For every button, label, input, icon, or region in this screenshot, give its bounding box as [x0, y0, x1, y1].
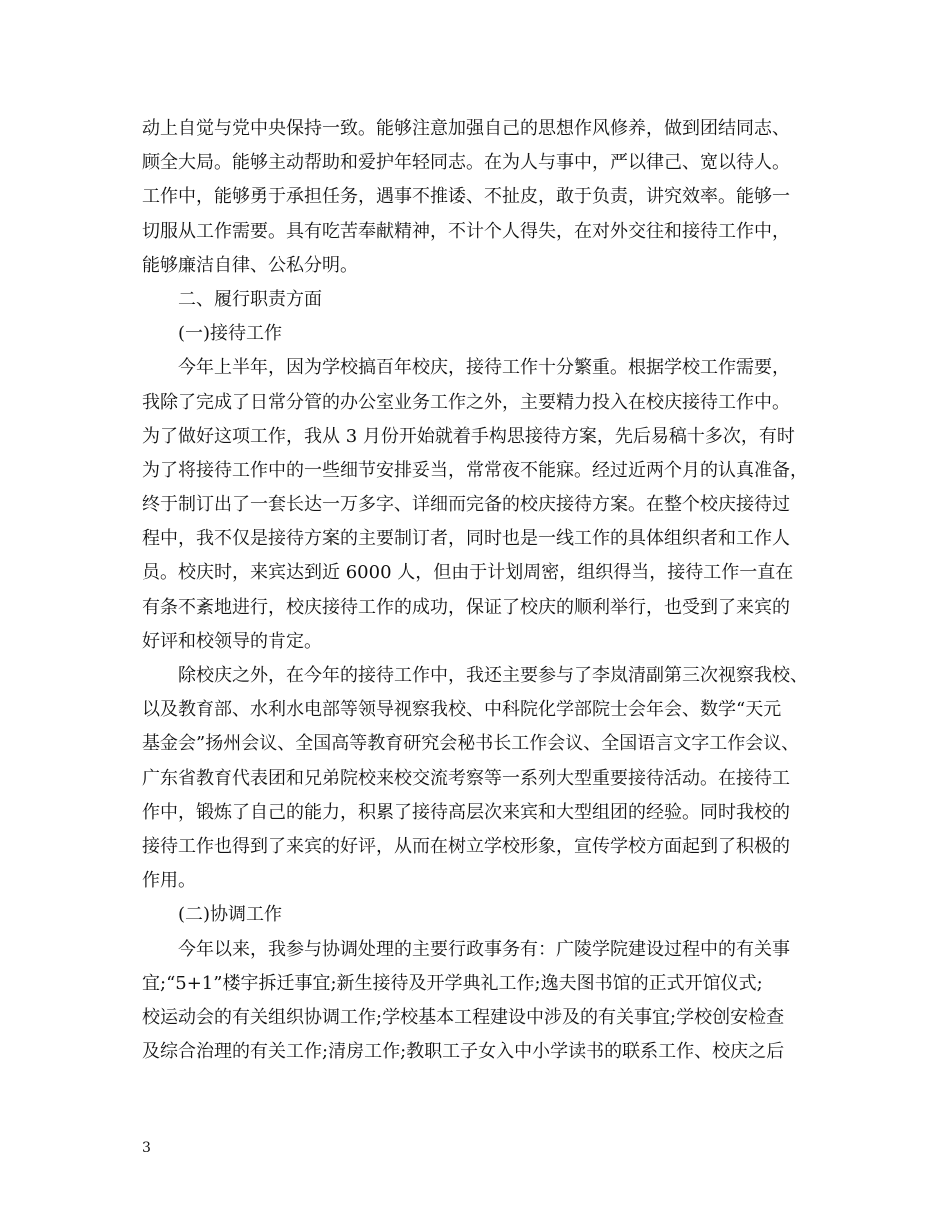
text-line: 程中，我不仅是接待方案的主要制订者，同时也是一线工作的具体组织者和工作人 — [142, 528, 790, 550]
text-line: 及综合治理的有关工作;清房工作;教职工子女入中小学读书的联系工作、校庆之后 — [142, 1041, 785, 1063]
text-line: 二、履行职责方面 — [178, 288, 322, 310]
document-body — [142, 112, 822, 1069]
text-line: 校运动会的有关组织协调工作;学校基本工程建设中涉及的有关事宜;学校创安检查 — [142, 1006, 785, 1028]
text-line: 以及教育部、水利水电部等领导视察我校、中科院化学部院士会年会、数学“天元 — [142, 699, 782, 721]
text-line: 好评和校领导的肯定。 — [142, 630, 322, 652]
text-line: 今年上半年，因为学校搞百年校庆，接待工作十分繁重。根据学校工作需要， — [178, 357, 790, 379]
text-line: 终于制订出了一套长达一万多字、详细而完备的校庆接待方案。在整个校庆接待过 — [142, 494, 790, 516]
text-line: 宜;“5+1”楼宇拆迁事宜;新生接待及开学典礼工作;逸夫图书馆的正式开馆仪式; — [142, 972, 763, 994]
text-line: 为了将接待工作中的一些细节安排妥当，常常夜不能寐。经过近两个月的认真准备， — [142, 459, 808, 481]
text-line: (一)接待工作 — [178, 323, 283, 345]
text-line: 广东省教育代表团和兄弟院校来校交流考察等一系列大型重要接待活动。在接待工 — [142, 767, 790, 789]
text-line: 有条不紊地进行，校庆接待工作的成功，保证了校庆的顺利举行，也受到了来宾的 — [142, 596, 790, 618]
text-line: 能够廉洁自律、公私分明。 — [142, 254, 358, 276]
text-line: 作用。 — [142, 870, 196, 892]
page-number: 3 — [142, 1140, 151, 1156]
text-line: 为了做好这项工作，我从 3 月份开始就着手构思接待方案，先后易稿十多次，有时 — [142, 425, 795, 447]
text-line: 顾全大局。能够主动帮助和爱护年轻同志。在为人与事中，严以律己、宽以待人。 — [142, 152, 790, 174]
text-line: 今年以来，我参与协调处理的主要行政事务有：广陵学院建设过程中的有关事 — [178, 938, 790, 960]
text-line: 工作中，能够勇于承担任务，遇事不推诿、不扯皮，敢于负责，讲究效率。能够一 — [142, 186, 790, 208]
text-line: 接待工作也得到了来宾的好评，从而在树立学校形象，宣传学校方面起到了积极的 — [142, 835, 790, 857]
text-line: 切服从工作需要。具有吃苦奉献精神，不计个人得失，在对外交往和接待工作中， — [142, 220, 790, 242]
text-line: 员。校庆时，来宾达到近 6000 人，但由于计划周密，组织得当，接待工作一直在 — [142, 562, 794, 584]
text-line: 基金会”扬州会议、全国高等教育研究会秘书长工作会议、全国语言文字工作会议、 — [142, 733, 800, 755]
text-line: (二)协调工作 — [178, 904, 283, 926]
text-line: 动上自觉与党中央保持一致。能够注意加强自己的思想作风修养，做到团结同志、 — [142, 118, 790, 139]
text-line: 作中，锻炼了自己的能力，积累了接待高层次来宾和大型组团的经验。同时我校的 — [142, 801, 790, 823]
text-line: 我除了完成了日常分管的办公室业务工作之外，主要精力投入在校庆接待工作中。 — [142, 391, 790, 413]
text-line: 除校庆之外，在今年的接待工作中，我还主要参与了李岚清副第三次视察我校、 — [178, 665, 808, 686]
